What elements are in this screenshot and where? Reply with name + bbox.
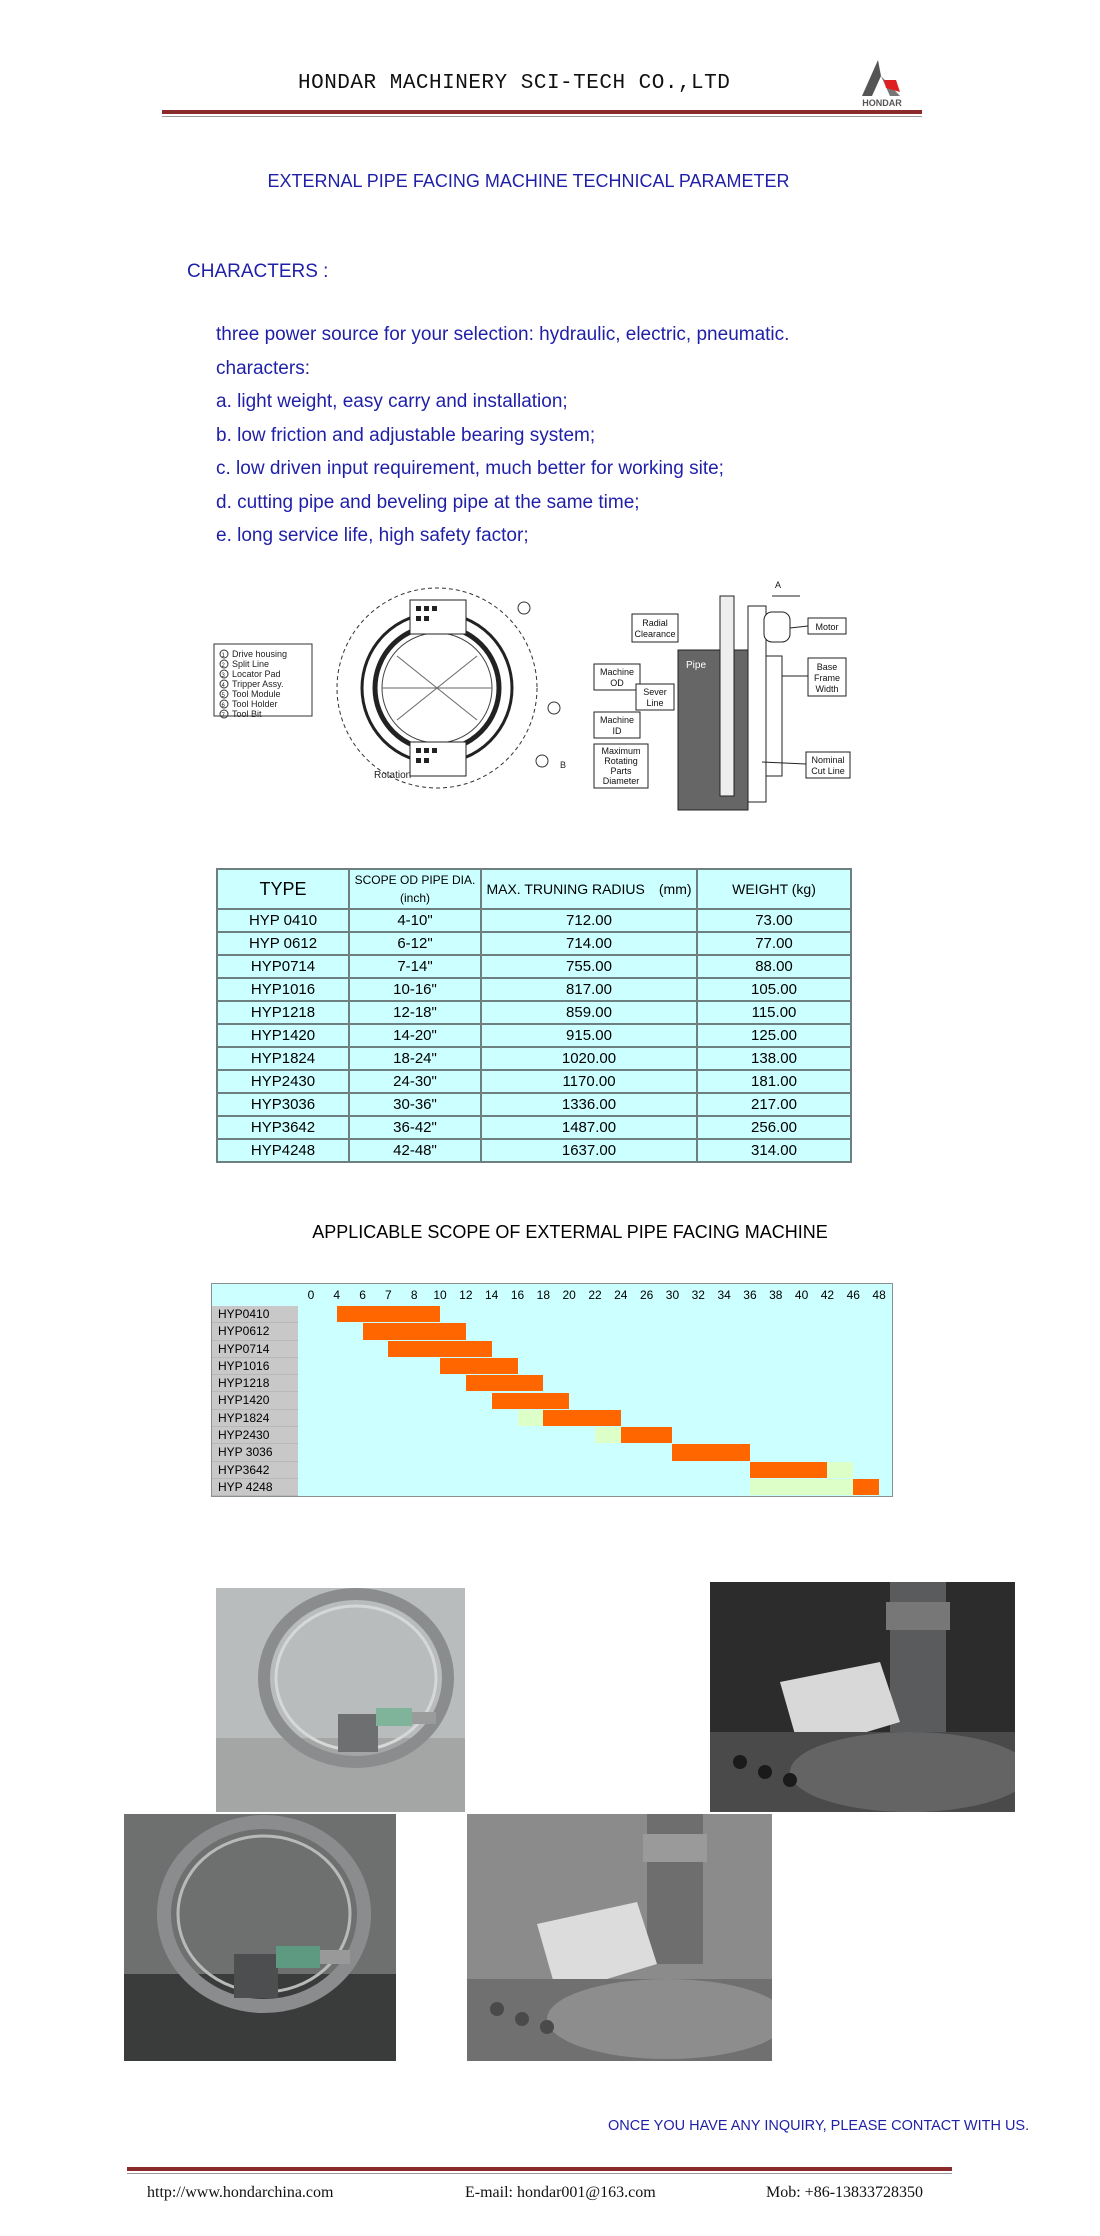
scope-row-label: HYP0612 bbox=[212, 1323, 298, 1340]
header-divider-thin bbox=[162, 116, 922, 117]
scope-extension-bar bbox=[750, 1479, 853, 1495]
cell-type: HYP 0612 bbox=[217, 932, 349, 955]
logo-text: HONDAR bbox=[862, 98, 902, 108]
cell-type: HYP2430 bbox=[217, 1070, 349, 1093]
scope-extension-bar bbox=[827, 1462, 853, 1478]
table-row bbox=[217, 932, 851, 955]
svg-text:A: A bbox=[775, 580, 782, 590]
scope-extension-bar bbox=[518, 1410, 544, 1426]
cell-scope: 24-30" bbox=[349, 1070, 481, 1093]
cell-scope: 14-20" bbox=[349, 1024, 481, 1047]
cell-radius: 915.00 bbox=[481, 1024, 697, 1047]
table-row bbox=[217, 1093, 851, 1116]
header-type: TYPE bbox=[217, 869, 349, 909]
cell-radius: 712.00 bbox=[481, 909, 697, 932]
x-tick-label: 36 bbox=[743, 1288, 757, 1302]
chart-title: APPLICABLE SCOPE OF EXTERMAL PIPE FACING MACHINE bbox=[312, 1222, 828, 1242]
machine-diagram bbox=[212, 576, 912, 816]
table-row bbox=[217, 955, 851, 978]
svg-text:Pipe: Pipe bbox=[686, 660, 707, 671]
cell-weight: 256.00 bbox=[697, 1116, 851, 1139]
scope-row-label: HYP3642 bbox=[212, 1462, 298, 1479]
table-row bbox=[217, 1070, 851, 1093]
header-scope: SCOPE OD PIPE DIA. (inch) bbox=[349, 869, 481, 909]
svg-text:Motor: Motor bbox=[815, 622, 839, 632]
cell-weight: 73.00 bbox=[697, 909, 851, 932]
scope-range-bar bbox=[621, 1427, 673, 1443]
legend-item: Locator Pad bbox=[232, 669, 281, 679]
feature-item: e. long service life, high safety factor; bbox=[216, 525, 529, 546]
cell-type: HYP0714 bbox=[217, 955, 349, 978]
contact-note: ONCE YOU HAVE ANY INQUIRY, PLEASE CONTACT WITH US. bbox=[608, 2118, 1030, 2134]
company-logo bbox=[856, 58, 908, 112]
cell-scope: 30-36" bbox=[349, 1093, 481, 1116]
svg-text:Width: Width bbox=[815, 684, 839, 694]
x-tick-label: 16 bbox=[510, 1288, 525, 1302]
scope-range-bar bbox=[853, 1479, 879, 1495]
table-row bbox=[217, 1024, 851, 1047]
cell-weight: 181.00 bbox=[697, 1070, 851, 1093]
x-tick-label: 14 bbox=[485, 1288, 499, 1302]
header-radius: MAX. TRUNING RADIUS (mm) bbox=[481, 869, 697, 909]
scope-row-label: HYP0714 bbox=[212, 1341, 298, 1358]
table-row bbox=[217, 1116, 851, 1139]
scope-row-label: HYP1016 bbox=[212, 1358, 298, 1375]
svg-text:Radial: Radial bbox=[642, 618, 668, 628]
cell-type: HYP1218 bbox=[217, 1001, 349, 1024]
x-tick-label: 24 bbox=[614, 1288, 628, 1302]
machine-photo-4 bbox=[467, 1814, 772, 2061]
table-row bbox=[217, 1139, 851, 1162]
cell-weight: 138.00 bbox=[697, 1047, 851, 1070]
footer-divider bbox=[127, 2167, 952, 2171]
scope-row-label: HYP0410 bbox=[212, 1306, 298, 1323]
scope-range-bar bbox=[363, 1323, 466, 1339]
scope-range-bar bbox=[492, 1393, 569, 1409]
svg-text:Line: Line bbox=[646, 698, 664, 708]
x-tick-label: 4 bbox=[333, 1288, 341, 1302]
table-row bbox=[217, 1001, 851, 1024]
svg-text:OD: OD bbox=[610, 678, 624, 688]
cell-radius: 1170.00 bbox=[481, 1070, 697, 1093]
machine-photo-2 bbox=[710, 1582, 1015, 1812]
svg-text:6: 6 bbox=[221, 703, 225, 709]
scope-extension-bar bbox=[595, 1427, 621, 1443]
rotation-label: Rotation bbox=[374, 770, 412, 781]
characters-heading: CHARACTERS : bbox=[187, 261, 329, 282]
feature-item: a. light weight, easy carry and installation; bbox=[216, 391, 568, 412]
feature-item: characters: bbox=[216, 357, 310, 379]
header-divider bbox=[162, 110, 922, 114]
document-title: EXTERNAL PIPE FACING MACHINE TECHNICAL PARAMETER bbox=[267, 171, 790, 191]
x-tick-label: 0 bbox=[307, 1288, 315, 1302]
scope-row-label: HYP 3036 bbox=[212, 1444, 298, 1461]
cell-radius: 859.00 bbox=[481, 1001, 697, 1024]
cell-scope: 42-48" bbox=[349, 1139, 481, 1162]
scope-row-label: HYP1218 bbox=[212, 1375, 298, 1392]
cell-type: HYP1420 bbox=[217, 1024, 349, 1047]
mobile-number: Mob: +86-13833728350 bbox=[766, 2184, 924, 2201]
svg-text:Clearance: Clearance bbox=[634, 629, 676, 639]
email-link[interactable]: E-mail: hondar001@163.com bbox=[465, 2184, 656, 2201]
cell-radius: 1020.00 bbox=[481, 1047, 697, 1070]
cell-weight: 125.00 bbox=[697, 1024, 851, 1047]
row-labels bbox=[212, 1306, 298, 1496]
cell-weight: 217.00 bbox=[697, 1093, 851, 1116]
feature-item: c. low driven input requirement, much better for working site; bbox=[216, 458, 724, 479]
svg-text:7: 7 bbox=[221, 713, 225, 719]
cell-type: HYP1824 bbox=[217, 1047, 349, 1070]
table-header-row bbox=[217, 869, 851, 909]
x-tick-label: 10 bbox=[433, 1288, 447, 1302]
x-tick-label: 18 bbox=[536, 1288, 551, 1302]
cell-weight: 77.00 bbox=[697, 932, 851, 955]
feature-item: b. low friction and adjustable bearing system; bbox=[216, 424, 596, 446]
diagram-legend bbox=[214, 644, 312, 719]
cell-type: HYP3036 bbox=[217, 1093, 349, 1116]
x-tick-label: 8 bbox=[410, 1288, 418, 1302]
x-tick-label: 12 bbox=[459, 1288, 473, 1302]
svg-text:1: 1 bbox=[221, 653, 225, 659]
cell-type: HYP1016 bbox=[217, 978, 349, 1001]
scope-range-bar bbox=[672, 1444, 749, 1460]
x-tick-label: 22 bbox=[588, 1288, 602, 1302]
scope-range-bar bbox=[750, 1462, 827, 1478]
scope-range-bar bbox=[388, 1341, 491, 1357]
x-tick-label: 46 bbox=[846, 1288, 860, 1302]
x-tick-label: 20 bbox=[562, 1288, 576, 1302]
cell-type: HYP4248 bbox=[217, 1139, 349, 1162]
footer-divider-thin bbox=[127, 2173, 952, 2174]
x-tick-label: 32 bbox=[691, 1288, 705, 1302]
cell-radius: 817.00 bbox=[481, 978, 697, 1001]
scope-row-label: HYP1420 bbox=[212, 1392, 298, 1409]
svg-text:Nominal: Nominal bbox=[811, 755, 845, 765]
logo-icon bbox=[856, 58, 908, 98]
scope-chart bbox=[211, 1283, 893, 1497]
cell-radius: 714.00 bbox=[481, 932, 697, 955]
svg-text:Maximum: Maximum bbox=[601, 746, 641, 756]
cell-scope: 12-18" bbox=[349, 1001, 481, 1024]
x-tick-label: 30 bbox=[665, 1288, 680, 1302]
table-row bbox=[217, 978, 851, 1001]
svg-text:Cut Line: Cut Line bbox=[811, 766, 845, 776]
scope-row-label: HYP 4248 bbox=[212, 1479, 298, 1496]
x-tick-label: 40 bbox=[794, 1288, 809, 1302]
feature-list bbox=[216, 318, 789, 553]
website-link[interactable]: http://www.hondarchina.com bbox=[147, 2184, 334, 2201]
legend-item: Tool Bit bbox=[232, 709, 262, 719]
cell-scope: 36-42" bbox=[349, 1116, 481, 1139]
table-row bbox=[217, 1047, 851, 1070]
svg-text:3: 3 bbox=[221, 673, 225, 679]
table-row bbox=[217, 909, 851, 932]
svg-text:5: 5 bbox=[221, 693, 225, 699]
header-weight: WEIGHT (kg) bbox=[697, 869, 851, 909]
side-view-drawing bbox=[678, 596, 808, 810]
cell-weight: 105.00 bbox=[697, 978, 851, 1001]
legend-item: Split Line bbox=[232, 659, 270, 669]
parameter-table bbox=[216, 868, 852, 1163]
x-tick-label: 6 bbox=[359, 1288, 366, 1302]
scope-range-bar bbox=[337, 1306, 440, 1322]
cell-radius: 1637.00 bbox=[481, 1139, 697, 1162]
cell-radius: 1336.00 bbox=[481, 1093, 697, 1116]
cell-radius: 755.00 bbox=[481, 955, 697, 978]
cell-weight: 314.00 bbox=[697, 1139, 851, 1162]
machine-photo-1 bbox=[216, 1588, 465, 1812]
cell-type: HYP 0410 bbox=[217, 909, 349, 932]
scope-range-bar bbox=[543, 1410, 620, 1426]
svg-text:Parts: Parts bbox=[610, 766, 632, 776]
legend-item: Tripper Assy. bbox=[232, 679, 284, 689]
company-name: HONDAR MACHINERY SCI-TECH CO.,LTD bbox=[298, 72, 731, 95]
dimension-b-label: B bbox=[560, 760, 567, 770]
x-tick-label: 48 bbox=[872, 1288, 886, 1302]
x-tick-label: 26 bbox=[639, 1288, 654, 1302]
cell-radius: 1487.00 bbox=[481, 1116, 697, 1139]
machine-photo-3 bbox=[124, 1814, 396, 2061]
svg-text:2: 2 bbox=[221, 663, 225, 669]
svg-text:Machine: Machine bbox=[599, 667, 635, 677]
feature-item: three power source for your selection: hydraulic, electric, pneumatic. bbox=[216, 324, 790, 345]
x-tick-label: 38 bbox=[769, 1288, 783, 1302]
cell-weight: 88.00 bbox=[697, 955, 851, 978]
scope-row-label: HYP1824 bbox=[212, 1410, 298, 1427]
x-tick-label: 7 bbox=[385, 1288, 392, 1302]
cell-scope: 10-16" bbox=[349, 978, 481, 1001]
svg-text:4: 4 bbox=[221, 683, 225, 689]
svg-text:Diameter: Diameter bbox=[602, 776, 640, 786]
scope-row-label: HYP2430 bbox=[212, 1427, 298, 1444]
cell-scope: 7-14" bbox=[349, 955, 481, 978]
cell-type: HYP3642 bbox=[217, 1116, 349, 1139]
scope-range-bar bbox=[440, 1358, 517, 1374]
cell-scope: 4-10" bbox=[349, 909, 481, 932]
svg-text:Machine: Machine bbox=[599, 715, 635, 725]
legend-item: Drive housing bbox=[232, 649, 288, 659]
cell-scope: 18-24" bbox=[349, 1047, 481, 1070]
svg-text:Rotating: Rotating bbox=[604, 756, 638, 766]
legend-item: Tool Holder bbox=[232, 699, 278, 709]
x-tick-label: 42 bbox=[820, 1288, 835, 1302]
legend-item: Tool Module bbox=[232, 689, 281, 699]
parameter-table-body bbox=[217, 909, 851, 1162]
feature-item: d. cutting pipe and beveling pipe at the same time; bbox=[216, 491, 640, 513]
ring-drawing bbox=[337, 588, 566, 788]
svg-text:Sever: Sever bbox=[643, 687, 667, 697]
svg-text:Frame: Frame bbox=[813, 673, 841, 683]
cell-weight: 115.00 bbox=[697, 1001, 851, 1024]
svg-text:Base: Base bbox=[816, 662, 838, 672]
x-tick-label: 34 bbox=[717, 1288, 731, 1302]
svg-text:ID: ID bbox=[612, 726, 622, 736]
cell-scope: 6-12" bbox=[349, 932, 481, 955]
scope-range-bar bbox=[466, 1375, 543, 1391]
